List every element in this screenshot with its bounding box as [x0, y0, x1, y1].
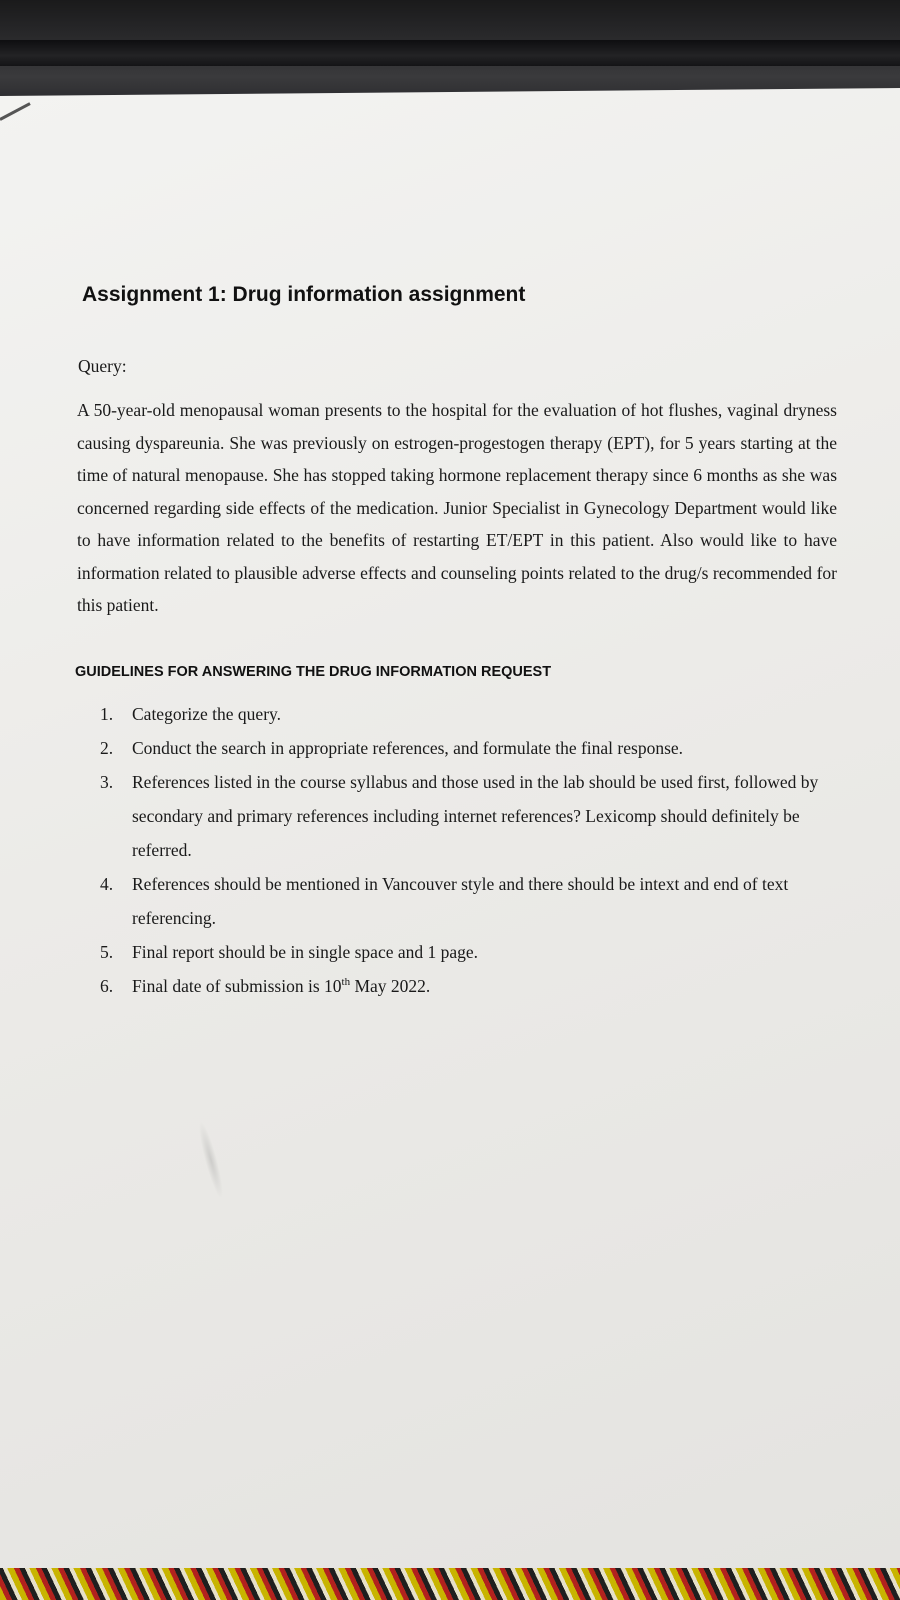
guideline-number: 2. — [100, 738, 114, 758]
guideline-item — [100, 697, 855, 731]
guideline-item — [100, 867, 855, 935]
guideline-number: 1. — [100, 704, 114, 724]
guideline-text: Conduct the search in appropriate references, and formulate the final response. — [132, 738, 684, 758]
guidelines-heading: GUIDELINES FOR ANSWERING THE DRUG INFORMATION REQUEST — [75, 664, 552, 680]
superscript-th: th — [341, 976, 351, 989]
query-label: Query: — [78, 356, 127, 376]
background-fabric — [0, 1568, 900, 1600]
guidelines-list — [100, 697, 855, 1003]
guideline-item — [100, 935, 855, 969]
guideline-item — [100, 765, 855, 867]
guideline-number: 6. — [100, 976, 114, 996]
guideline-text: References should be mentioned in Vancouver style and there should be intext and end of text referencing. — [132, 874, 789, 928]
query-text: A 50-year-old menopausal woman presents to the hospital for the evaluation of hot flushes, vaginal dryness causing dyspareunia. She was previously on estrogen-progestogen therapy (EPT), for 5 years starting at the time of natural menopause. She has stopped taking hormone replacement therapy since 6 months as she was concerned regarding side effects of the medication. Junior Specialist in Gynecology Department would like to have information related to the benefits of restarting ET/EPT in this patient. Also would like to have information related to plausible adverse effects and counseling points related to the drug/s recommended for this patient. — [77, 400, 837, 615]
guideline-number: 5. — [100, 942, 114, 962]
guideline-text-after: May 2022. — [350, 976, 431, 996]
guideline-item — [100, 969, 855, 1003]
guideline-text: Categorize the query. — [132, 704, 282, 724]
guideline-number: 3. — [100, 772, 114, 792]
guideline-item — [100, 731, 855, 765]
guideline-number: 4. — [100, 874, 114, 894]
document-title: Assignment 1: Drug information assignment — [82, 283, 526, 306]
guideline-text: References listed in the course syllabus and those used in the lab should be used first, followed by secondary and primary references including internet references? Lexicomp should definitely be referred. — [132, 772, 819, 860]
guideline-text: Final report should be in single space and 1 page. — [132, 942, 479, 962]
guideline-text-before: Final date of submission is 10 — [132, 976, 342, 996]
